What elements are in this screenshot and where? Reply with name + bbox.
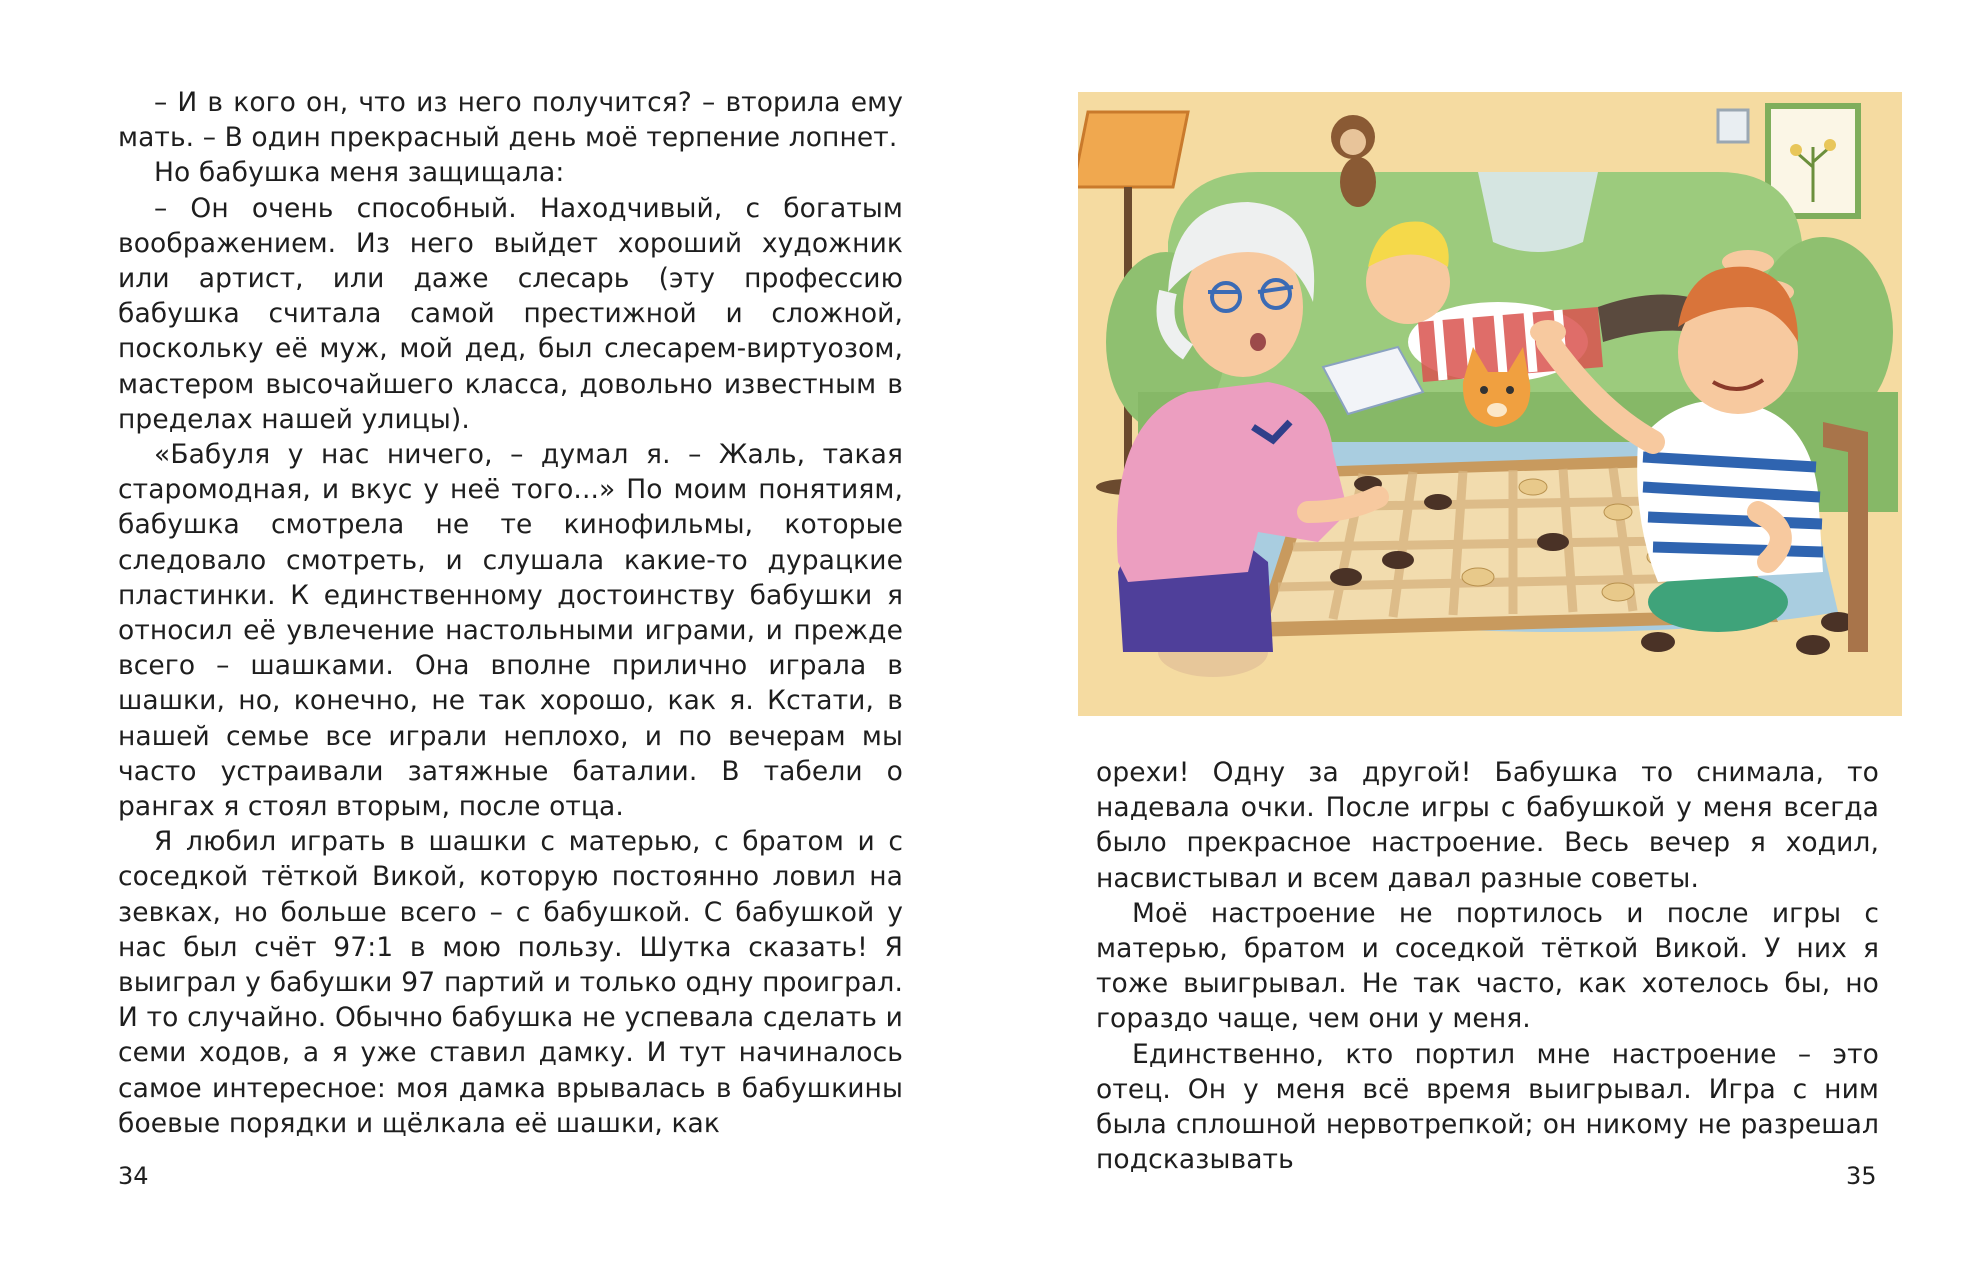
right-page-text (1096, 755, 1879, 1177)
paragraph: Единственно, кто портил мне настроение – это отец. Он у меня всё время выигрывал. Игра с ним была сплошной нервотрепкой; он никому не разрешал подсказывать (1096, 1038, 1879, 1176)
page-number: 34 (118, 1162, 149, 1190)
paragraph: орехи! Одну за другой! Бабушка то снимала, то надевала очки. После игры с бабушкой у меня всегда было прекрасное настроение. Весь вечер я ходил, насвистывал и всем давал разные советы. (1096, 757, 1879, 894)
page-number: 35 (1846, 1162, 1877, 1190)
illustration-svg (1078, 92, 1902, 716)
paragraph: Но бабушка меня защищала: (154, 157, 565, 189)
paragraph: Моё настроение не портилось и после игры с матерью, братом и соседкой тёткой Викой. У них я тоже выигрывал. Не так часто, как хотелось бы, но гораздо чаще, чем они у меня. (1096, 897, 1879, 1035)
right-page (992, 0, 1985, 1270)
paragraph: Я любил играть в шашки с матерью, с братом и с соседкой тёткой Викой, которую постоянно ловил на зевках, но больше всего – с бабушкой. С бабушкой у нас был счёт 97:1 в мою пользу. Шутка сказать! Я выиграл у бабушки 97 партий и только одну проиграл. И то случайно. Обычно бабушка не успевала сделать и семи ходов, а я уже ставил дамку. И тут начиналось самое интересное: моя дамка врывалась в бабушкины боевые порядки и щёлкала её шашки, как (118, 826, 903, 1139)
paragraph: – И в кого он, что из него получится? – вторила ему мать. – В один прекрасный день моё терпение лопнет. (118, 87, 903, 154)
left-page-text (118, 85, 903, 1141)
doily (1478, 172, 1598, 252)
paragraph: – Он очень способный. Находчивый, с богатым воображением. Из него выйдет хороший художник или артист, или даже слесарь (эту профессию бабушка считала самой престижной и сложной, поскольку её муж, мой дед, был слесарем-виртуозом, мастером высочайшего класса, довольно известным в пределах нашей улицы). (118, 192, 903, 435)
left-page (0, 0, 992, 1270)
illustration-checkers-game (1078, 92, 1902, 716)
paragraph: «Бабуля у нас ничего, – думал я. – Жаль, такая старомодная, и вкус у неё того...» По моим понятиям, бабушка смотрела не те кинофильмы, которые следовало смотреть, и слушала какие-то дурацкие пластинки. К единственному достоинству бабушки я относил её увлечение настольными играми, и прежде всего – шашками. Она вполне прилично играла в шашки, но, конечно, не так хорошо, как я. Кстати, в нашей семье все играли неплохо, и по вечерам мы часто устраивали затяжные баталии. В табели о рангах я стоял вторым, после отца. (118, 439, 903, 823)
